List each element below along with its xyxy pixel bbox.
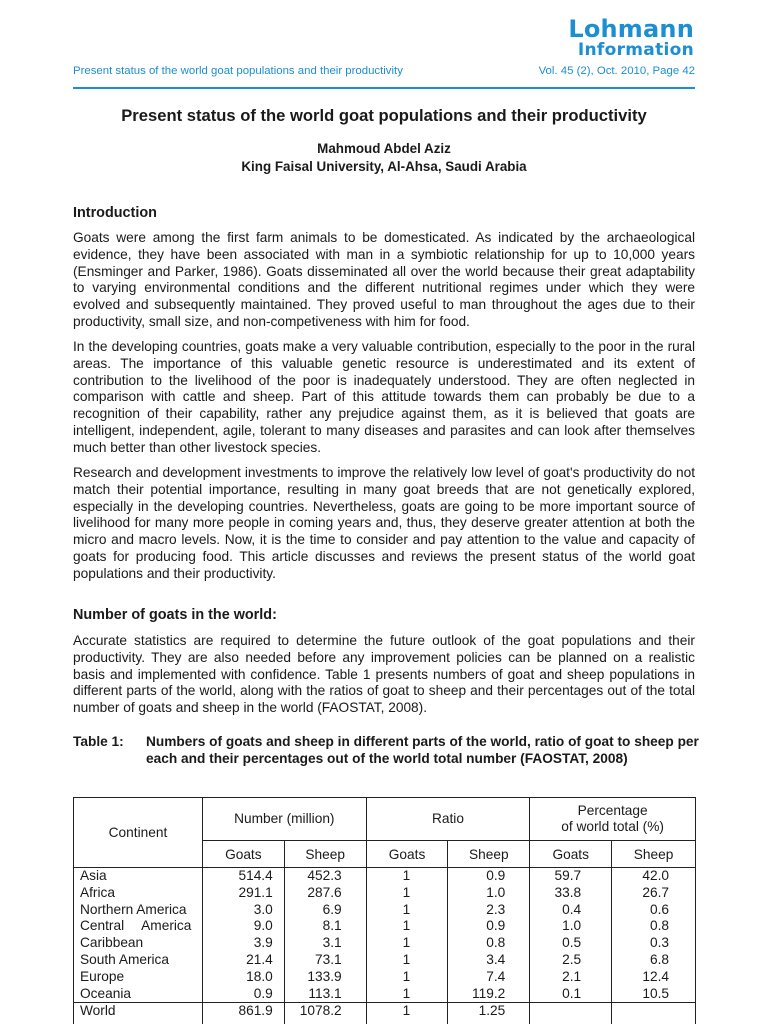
table-cell-continent: Europe	[80, 968, 125, 984]
table-cell-pct-goats: 0.4	[562, 901, 582, 917]
table-cell-continent: Africa	[80, 884, 115, 900]
number-goats-column	[202, 868, 284, 1003]
table-cell-number-sheep: 73.1	[315, 951, 342, 967]
table-cell-pct-sheep: 12.4	[642, 968, 669, 984]
table-cell-continent: Asia	[80, 868, 107, 883]
table-cell-ratio-goats: 1	[402, 935, 411, 951]
table-cell-pct-goats: 33.8	[554, 884, 582, 900]
header-pct-goats: Goats	[530, 841, 612, 868]
table-cell-pct-goats: 0.1	[562, 985, 582, 1001]
table-cell-pct-sheep: 0.3	[649, 935, 669, 951]
table-cell-ratio-sheep: 1.25	[478, 1003, 506, 1019]
table-cell-pct-sheep: 0.6	[649, 901, 669, 917]
header-continent: Continent	[74, 798, 203, 868]
intro-paragraph-3-wrap	[73, 465, 695, 583]
goat-sheep-table	[73, 797, 696, 1024]
table-cell-number-goats: 18.0	[246, 968, 273, 984]
author-name: Mahmoud Abdel Aziz	[317, 141, 451, 156]
header-rule	[73, 87, 695, 89]
world-ratio-goats-cell	[366, 1003, 448, 1024]
header-percentage-line-1: Percentage	[577, 803, 648, 818]
world-pct-goats-cell	[530, 1003, 612, 1024]
table-cell-pct-sheep: 42.0	[642, 868, 669, 883]
table-body-block	[74, 868, 696, 1003]
table-cell-number-sheep: 113.1	[308, 985, 342, 1001]
number-heading-wrap	[73, 607, 695, 623]
table-cell-ratio-sheep: 3.4	[486, 951, 506, 967]
ratio-goats-column	[366, 868, 448, 1003]
table-cell-ratio-sheep: 119.2	[472, 985, 506, 1001]
table-cell-pct-goats: 1.0	[562, 918, 582, 934]
world-sheep-cell	[284, 1003, 366, 1024]
article-title: Present status of the world goat populations and their productivity	[121, 106, 647, 125]
header-ratio-goats: Goats	[366, 841, 448, 868]
table-row-world	[74, 1003, 696, 1024]
table-cell-ratio-goats: 1	[402, 868, 411, 883]
logo-line-1: Lohmann	[568, 15, 694, 43]
table-cell-number-sheep: 8.1	[322, 918, 342, 934]
table-cell-number-goats: 9.0	[253, 918, 273, 934]
table-cell-number-goats: 21.4	[246, 951, 273, 967]
number-sheep-column	[284, 868, 366, 1003]
table-cell-ratio-goats: 1	[402, 884, 411, 900]
running-head-title: Present status of the world goat populations and their productivity	[73, 65, 403, 77]
running-head-issue: Vol. 45 (2), Oct. 2010, Page 42	[538, 65, 695, 77]
header-percentage	[530, 798, 696, 841]
world-continent-cell	[74, 1003, 203, 1024]
intro-paragraph-1-wrap	[73, 230, 695, 331]
author-affiliation: King Faisal University, Al-Ahsa, Saudi Arabia	[241, 159, 527, 174]
table-cell-ratio-goats: 1	[402, 901, 411, 917]
table-label: Table 1:	[73, 734, 124, 749]
header-pct-sheep: Sheep	[612, 841, 696, 868]
table-cell-pct-sheep: 10.5	[642, 985, 669, 1001]
table-cell-number-goats: 291.1	[238, 884, 273, 900]
intro-paragraph-2-wrap	[73, 339, 695, 457]
table-cell-number-sheep: 3.1	[322, 935, 342, 951]
table-cell-number-sheep: 133.9	[307, 968, 342, 984]
table-cell-ratio-goats: 1	[402, 985, 411, 1001]
table-cell-pct-goats: 0.5	[562, 935, 582, 951]
table-cell-number-goats: 3.9	[253, 935, 273, 951]
header-ratio: Ratio	[366, 798, 530, 841]
number-of-goats-heading: Number of goats in the world:	[73, 607, 277, 623]
intro-paragraph-1: Goats were among the first farm animals to be domesticated. As indicated by the archaeological evidence, they have been associated with man in a symbiotic relationship for up to 10,000 years (Ensminger and Parker, 1986). Goats disseminated all over the world because their great adaptability to varying environmental conditions and the different nutritional regimes under which they were evolved and subsequently maintained. They proved useful to man throughout the ages due to their productivity, small size, and non-competiveness with him for food.	[73, 230, 695, 329]
table-cell-ratio-goats: 1	[402, 951, 411, 967]
table-cell-continent: World	[80, 1003, 116, 1019]
table-cell-pct-goats: 2.5	[562, 951, 582, 967]
header-number-sheep: Sheep	[284, 841, 366, 868]
table-cell-ratio-sheep: 0.9	[486, 868, 506, 883]
table-cell-number-goats: 861.9	[238, 1003, 273, 1019]
table-cell-pct-sheep: 0.8	[649, 918, 669, 934]
table-cell-pct-goats: 59.7	[554, 868, 582, 883]
table-cell-number-sheep: 1078.2	[299, 1003, 342, 1019]
table-cell-ratio-goats: 1	[402, 918, 411, 934]
publisher-logo	[518, 17, 694, 59]
table-cell-continent: Central America	[80, 918, 192, 934]
world-goats-cell	[202, 1003, 284, 1024]
logo-line-2: Information	[577, 40, 694, 60]
intro-paragraph-3: Research and development investments to improve the relatively low level of goat's productivity do not match their potential importance, resulting in many goat breeds that are not genetically explored, especially in the developing countries. Nevertheless, goats are going to be more important source of livelihood for many more people in coming years and, thus, they deserve greater attention at both the micro and macro levels. Now, it is the time to consider and pay attention to the value and capacity of goats for producing food. This article discusses and reviews the present status of the world goat populations and their productivity.	[73, 465, 695, 581]
introduction-heading: Introduction	[73, 205, 157, 221]
table-cell-pct-sheep: 26.7	[642, 884, 669, 900]
table-cell-ratio-sheep: 2.3	[486, 901, 506, 917]
table-cell-pct-goats: 2.1	[562, 968, 582, 984]
table-cell-number-goats: 3.0	[253, 901, 273, 917]
number-paragraph-wrap	[73, 633, 695, 717]
pct-goats-column	[530, 868, 612, 1003]
number-paragraph-1: Accurate statistics are required to determine the future outlook of the goat populations and their productivity. They are also needed before any improvement policies can be planned on a realistic basis and implemented with confidence. Table 1 presents numbers of goat and sheep populations in different parts of the world, along with the ratios of goat to sheep and their percentages out of the total number of goats and sheep in the world (FAOSTAT, 2008).	[73, 633, 695, 716]
introduction-heading-wrap	[73, 205, 695, 221]
table-cell-ratio-goats: 1	[402, 968, 411, 984]
table-cell-continent: Oceania	[80, 985, 131, 1001]
author-block	[73, 140, 695, 176]
header-number: Number (million)	[202, 798, 366, 841]
table-cell-number-sheep: 6.9	[322, 901, 342, 917]
ratio-sheep-column	[448, 868, 530, 1003]
table-cell-number-goats: 0.9	[253, 985, 273, 1001]
world-pct-sheep-cell	[612, 1003, 696, 1024]
intro-paragraph-2: In the developing countries, goats make a very valuable contribution, especially to the poor in the rural areas. The importance of this valuable genetic resource is underestimated and its extent of contribution to the livelihood of the poor is inadequately understood. They are often neglected in comparison with cattle and sheep. Part of this attitude towards them can probably be due to a recognition of their capability, rather any prejudice against them, as it is believed that goats are intelligent, independent, agile, tolerant to many diseases and parasites and can look after themselves much better than other livestock species.	[73, 339, 695, 455]
header-number-goats: Goats	[202, 841, 284, 868]
table-cell-ratio-sheep: 0.8	[486, 935, 506, 951]
table-caption-text: Numbers of goats and sheep in different parts of the world, ratio of goat to sheep per each and their percentages out of the world total number (FAOSTAT, 2008)	[146, 734, 699, 766]
table-cell-ratio-goats: 1	[402, 1003, 411, 1019]
table-cell-ratio-sheep: 1.0	[486, 884, 506, 900]
pct-sheep-column	[612, 868, 696, 1003]
table-cell-number-goats: 514.4	[238, 868, 273, 883]
table-cell-number-sheep: 287.6	[307, 884, 342, 900]
header-percentage-line-2: of world total (%)	[561, 819, 664, 834]
continent-column	[74, 868, 203, 1003]
table-cell-continent: Northern America	[80, 901, 187, 917]
table-cell-number-sheep: 452.3	[307, 868, 342, 883]
header-ratio-sheep: Sheep	[448, 841, 530, 868]
table-cell-pct-sheep: 6.8	[649, 951, 669, 967]
table-cell-ratio-sheep: 0.9	[486, 918, 506, 934]
table-cell-continent: South America	[80, 951, 170, 967]
table-cell-continent: Caribbean	[80, 935, 144, 951]
world-ratio-sheep-cell	[448, 1003, 530, 1024]
table-cell-ratio-sheep: 7.4	[486, 968, 506, 984]
